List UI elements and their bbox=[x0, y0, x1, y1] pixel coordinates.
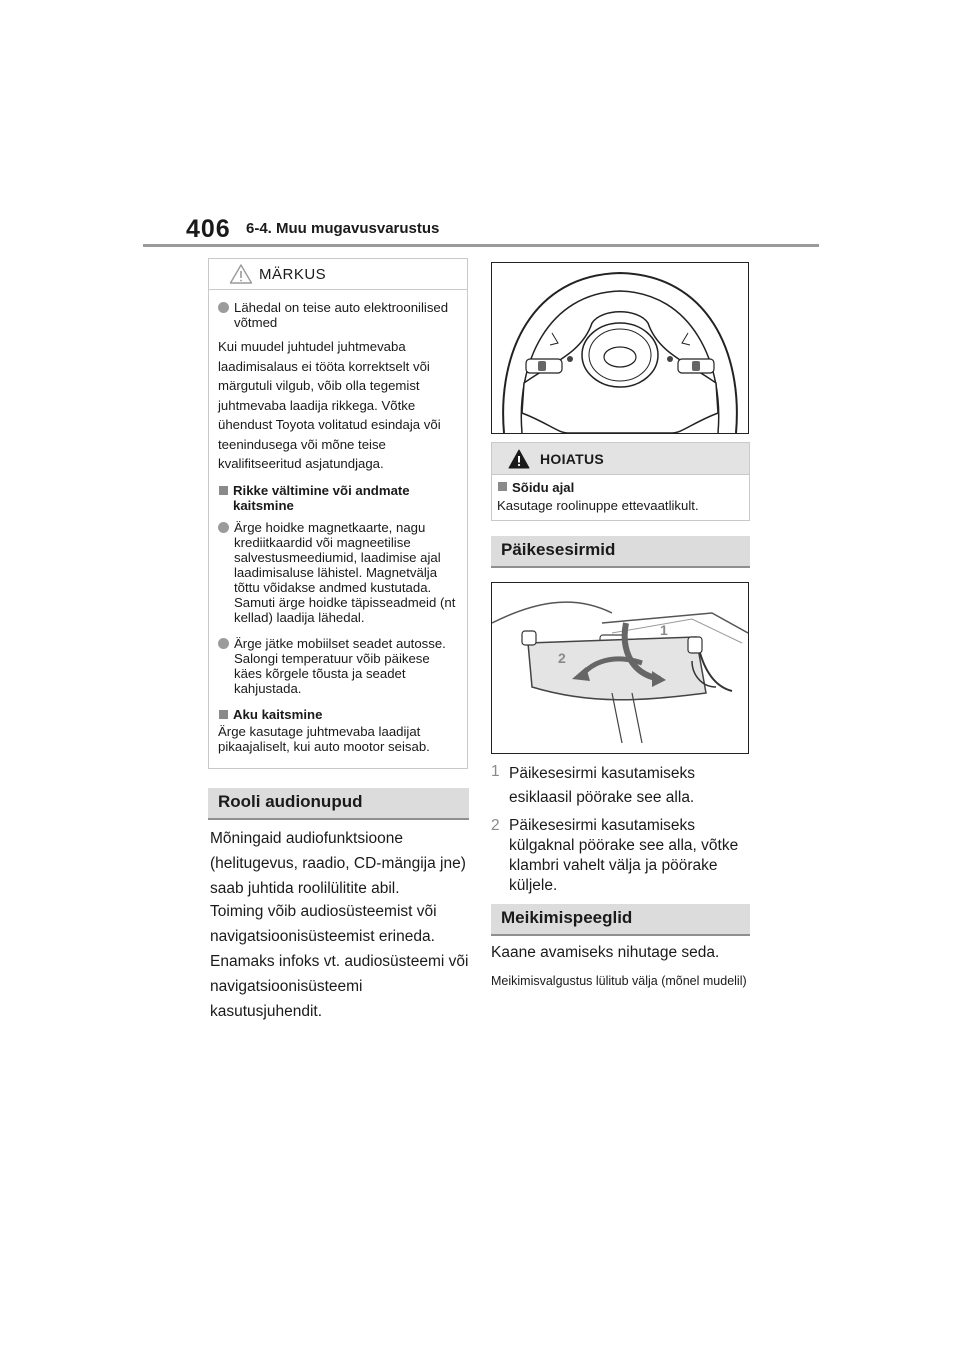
mirrors-note: Meikimisvalgustus lülitub välja (mõnel mudelil) bbox=[491, 974, 747, 988]
bullet-square-icon bbox=[219, 710, 228, 719]
list-item: Sõidu ajal bbox=[497, 479, 741, 497]
list-item: Rikke vältimine või andmate kaitsmine bbox=[218, 483, 459, 513]
list-item: 2 Päikesesirmi kasutamiseks külgaknal pöörake see alla, võtke klambri vahelt välja ja pöörake küljele. bbox=[491, 817, 739, 894]
warning-title: HOIATUS bbox=[540, 451, 605, 467]
sun-visor-figure bbox=[491, 582, 749, 754]
mirrors-paragraph: Kaane avamiseks nihutage seda. bbox=[491, 944, 720, 961]
warning-box bbox=[491, 442, 750, 521]
header-rule bbox=[143, 244, 819, 247]
sun-visor-illustration bbox=[492, 583, 748, 753]
bullet-dot-icon bbox=[218, 522, 229, 533]
notice-paragraph: Kui muudel juhtudel juhtmevaba laadimisalaus ei tööta korrektselt või märgutuli vilgub, võib olla tegemist juhtmevaba laadija rikkega. Võtke ühendust Toyota volitatud esindaja või teenindusega või mõne teise kvalifitseeritud asjatundjaga. bbox=[218, 339, 441, 471]
list-item: Ärge hoidke magnetkaarte, nagu krediitkaardid või magneetilise salvestusmeediumid, laadimise ajal laadimisaluse lähistel. Magnetvälja tõttu võidakse andmed kustutada. Samuti ärge hoidke täpisseadmeid (nt kellad) laadija lähedal. bbox=[218, 520, 459, 625]
list-item: Ärge jätke mobiilset seadet autosse. Salongi temperatuur võib päikese käes kõrgele tõusta ja seadet kahjustada. bbox=[218, 636, 459, 696]
warning-header bbox=[492, 443, 749, 475]
warning-text: Kasutage roolinuppe ettevaatlikult. bbox=[497, 498, 699, 513]
bullet-dot-icon bbox=[218, 302, 229, 313]
list-item: Aku kaitsmine bbox=[218, 707, 459, 722]
section-title: 6-4. Muu mugavusvarustus bbox=[246, 220, 440, 237]
callout-1: 1 bbox=[660, 622, 668, 638]
callout-2: 2 bbox=[558, 650, 566, 666]
notice-box bbox=[208, 258, 468, 769]
steering-wheel-figure bbox=[491, 262, 749, 434]
notice-header bbox=[209, 259, 467, 290]
page-number: 406 bbox=[186, 215, 231, 243]
list-item: 1 Päikesesirmi kasutamiseks esiklaasil pöörake see alla. bbox=[491, 763, 696, 806]
audio-paragraph-2: Toiming võib audiosüsteemist või navigatsioonisüsteemist erineda. Enamaks infoks vt. audiosüsteemi või navigatsioonisüsteemi kasutusjuhendit. bbox=[210, 903, 469, 1020]
bullet-dot-icon bbox=[218, 638, 229, 649]
section-heading-mirrors: Meikimispeeglid bbox=[491, 904, 750, 936]
steering-wheel-illustration bbox=[492, 263, 748, 433]
bullet-square-icon bbox=[219, 486, 228, 495]
section-heading-audio: Rooli audionupud bbox=[208, 788, 469, 820]
section-heading-sunvisor: Päikesesirmid bbox=[491, 536, 750, 568]
caution-triangle-icon bbox=[229, 263, 253, 285]
notice-paragraph: Ärge kasutage juhtmevaba laadijat pikaajaliselt, kui auto mootor seisab. bbox=[218, 723, 430, 754]
list-item: Lähedal on teise auto elektroonilised võtmed bbox=[218, 300, 459, 330]
warning-triangle-icon bbox=[508, 449, 530, 469]
audio-paragraph-1: Mõningaid audiofunktsioone (helitugevus, raadio, CD-mängija jne) saab juhtida roolilülitite abil. bbox=[210, 830, 466, 897]
sun-visor-steps bbox=[491, 762, 753, 896]
notice-title: MÄRKUS bbox=[259, 266, 327, 283]
bullet-square-icon bbox=[498, 482, 507, 491]
